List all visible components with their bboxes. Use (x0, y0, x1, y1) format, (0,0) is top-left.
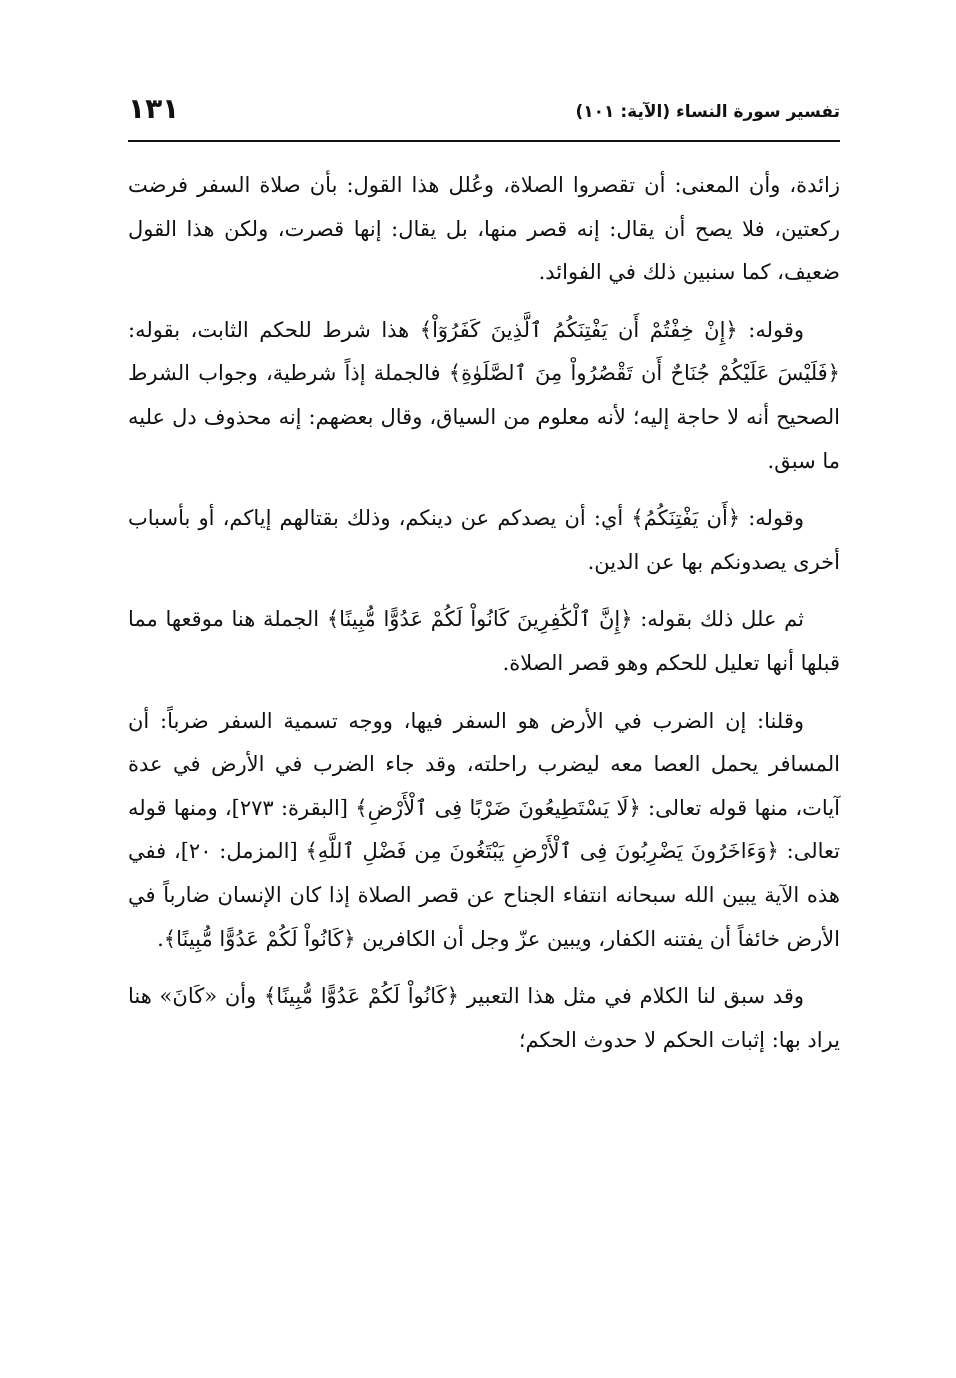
paragraph-text: . (157, 926, 164, 951)
page-number: ١٣١ (128, 92, 180, 125)
paragraph-text: وأن «كَانَ» هنا يراد بها: إثبات الحكم لا حدوث الحكم؛ (128, 984, 840, 1052)
header-rule (128, 140, 840, 142)
running-header (128, 92, 840, 132)
paragraph-text: الجملة هنا موقعها مما قبلها أنها تعليل للحكم وهو قصر الصلاة. (128, 607, 840, 675)
paragraph (128, 497, 840, 584)
quran-quote: ﴿أَن يَفْتِنَكُمُ﴾ (631, 506, 741, 531)
paragraph (128, 598, 840, 685)
paragraph-text: وقوله: (737, 317, 805, 342)
paragraph-text: وقوله: (740, 506, 804, 531)
quran-quote: ﴿كَانُواْ لَكُمْ عَدُوًّا مُّبِينًا﴾ (263, 984, 459, 1009)
paragraph-text: هذا شرط للحكم الثابت، بقوله: (128, 317, 420, 342)
paragraph-text: [المزمل: ٢٠]، ففي هذه الآية يبين الله سبحانه انتفاء الجناح عن قصر الصلاة إذا كان الإنسان ضارباً في الأرض خائفاً أن يفتنه الكفار، ويبين عزّ وجل أن الكافرين (128, 839, 840, 951)
quran-quote: ﴿إِنَّ ٱلْكَٰفِرِينَ كَانُواْ لَكُمْ عَدُوًّا مُّبِينًا﴾ (326, 607, 633, 632)
quran-quote: ﴿لَا يَسْتَطِيعُونَ ضَرْبًا فِى ٱلْأَرْضِ﴾ (355, 795, 641, 820)
paragraph-text: فالجملة إذاً شرطية، وجواب الشرط الصحيح أنه لا حاجة إليه؛ لأنه معلوم من السياق، وقال بعضهم: إنه محذوف دل عليه ما سبق. (128, 361, 840, 473)
paragraph (128, 309, 840, 483)
paragraph (128, 975, 840, 1062)
body-text (128, 164, 840, 1076)
paragraph-text: أي: أن يصدكم عن دينكم، وذلك بقتالهم إياكم، أو بأسباب أخرى يصدونكم بها عن الدين. (128, 506, 840, 574)
paragraph-text: وقلنا: إن الضرب في الأرض هو السفر فيها، ووجه تسمية السفر ضرباً: أن المسافر يحمل العصا معه ليضرب راحلته، وقد جاء الضرب في الأرض في عدة آيات، منها قوله تعالى: (128, 708, 840, 820)
quran-quote: ﴿إِنْ خِفْتُمْ أَن يَفْتِنَكُمُ ٱلَّذِينَ كَفَرُوٓاْ﴾ (419, 317, 738, 342)
paragraph-text: [البقرة: ٢٧٣]، ومنها قوله تعالى: (128, 795, 840, 864)
quran-quote: ﴿كَانُواْ لَكُمْ عَدُوًّا مُّبِينًا﴾ (163, 926, 356, 951)
quran-quote: ﴿فَلَيْسَ عَلَيْكُمْ جُنَاحٌ أَن تَقْصُرُواْ مِنَ ٱلصَّلَوٰةِ﴾ (448, 361, 840, 386)
paragraph-text: زائدة، وأن المعنى: أن تقصروا الصلاة، وعُلل هذا القول: بأن صلاة السفر فرضت ركعتين، فلا يصح أن يقال: إنه قصر منها، بل يقال: إنها قصرت، ولكن هذا القول ضعيف، كما سنبين ذلك في الفوائد. (128, 173, 840, 285)
quran-quote: ﴿وَءَاخَرُونَ يَضْرِبُونَ فِى ٱلْأَرْضِ يَبْتَغُونَ مِن فَضْلِ ٱللَّهِ﴾ (305, 839, 779, 864)
paragraph (128, 164, 840, 295)
paragraph (128, 700, 840, 962)
paragraph-text: ثم علل ذلك بقوله: (632, 607, 804, 632)
paragraph-text: وقد سبق لنا الكلام في مثل هذا التعبير (458, 984, 805, 1009)
header-title: تفسير سورة النساء (الآية: ١٠١) (575, 102, 840, 122)
